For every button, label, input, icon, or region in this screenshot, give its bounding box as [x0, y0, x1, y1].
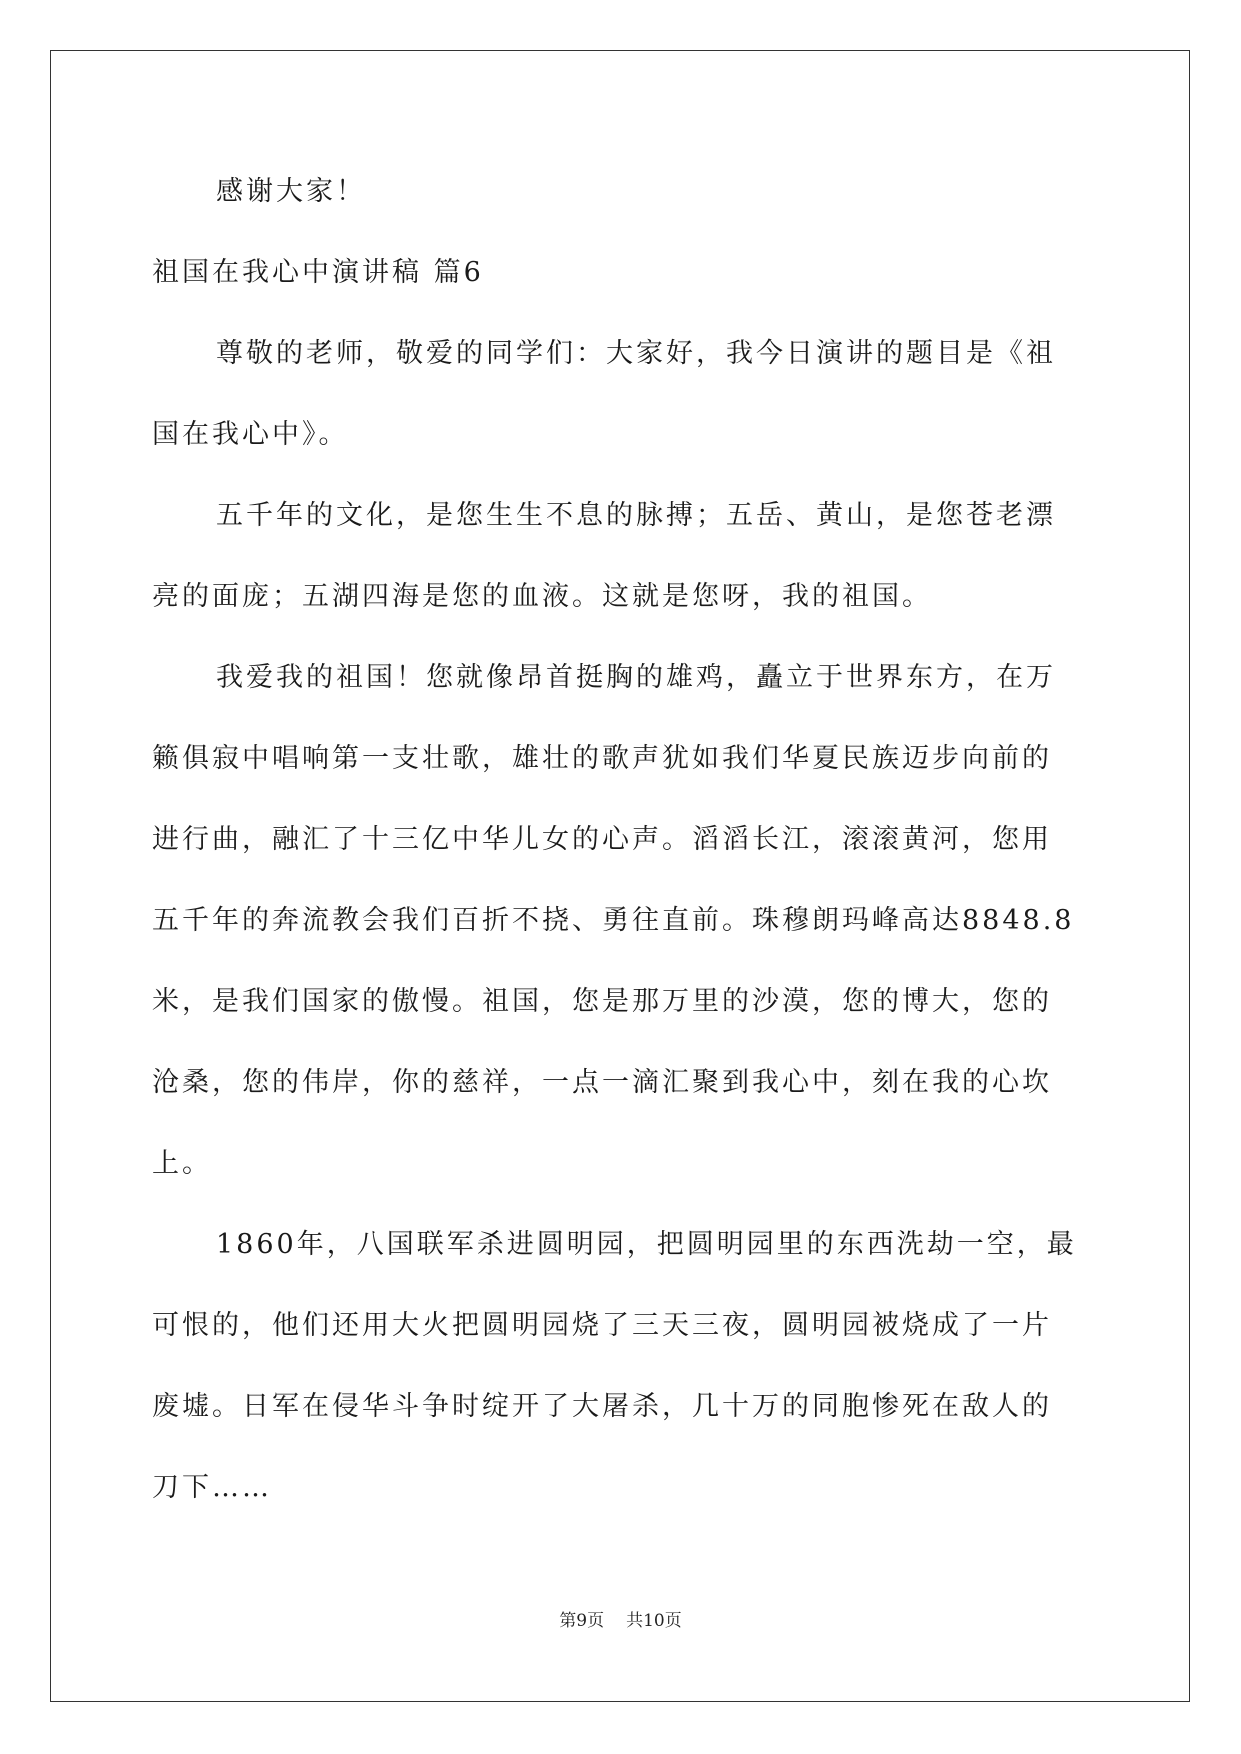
paragraph-line: 沧桑，您的伟岸，你的慈祥，一点一滴汇聚到我心中，刻在我的心坎 [152, 1067, 1052, 1098]
paragraph-line: 进行曲，融汇了十三亿中华儿女的心声。滔滔长江，滚滚黄河，您用 [152, 824, 1052, 855]
page-footer [0, 1606, 1241, 1631]
paragraph-line: 刀下…… [152, 1472, 272, 1503]
page-total: 共10页 [626, 1611, 682, 1631]
paragraph-line: 米，是我们国家的傲慢。祖国，您是那万里的沙漠，您的博大，您的 [152, 986, 1052, 1017]
paragraph-line: 亮的面庞；五湖四海是您的血液。这就是您呀，我的祖国。 [152, 581, 932, 612]
section-heading: 祖国在我心中演讲稿 篇6 [152, 257, 484, 288]
page-number: 第9页 [559, 1611, 605, 1631]
paragraph-line: 感谢大家！ [216, 176, 366, 207]
paragraph-line: 我爱我的祖国！您就像昂首挺胸的雄鸡，矗立于世界东方，在万 [216, 662, 1056, 693]
paragraph-line: 1860年，八国联军杀进圆明园，把圆明园里的东西洗劫一空，最 [216, 1229, 1077, 1260]
document-body [152, 160, 1087, 1537]
paragraph-line: 五千年的文化，是您生生不息的脉搏；五岳、黄山，是您苍老漂 [216, 500, 1056, 531]
paragraph-line: 上。 [152, 1148, 212, 1179]
paragraph-line: 废墟。日军在侵华斗争时绽开了大屠杀，几十万的同胞惨死在敌人的 [152, 1391, 1052, 1422]
paragraph-line: 五千年的奔流教会我们百折不挠、勇往直前。珠穆朗玛峰高达8848.8 [152, 905, 1075, 936]
paragraph-line: 尊敬的老师，敬爱的同学们：大家好，我今日演讲的题目是《祖 [216, 338, 1056, 369]
paragraph-line: 国在我心中》。 [152, 419, 349, 450]
paragraph-line: 籁俱寂中唱响第一支壮歌，雄壮的歌声犹如我们华夏民族迈步向前的 [152, 743, 1052, 774]
paragraph-line: 可恨的，他们还用大火把圆明园烧了三天三夜，圆明园被烧成了一片 [152, 1310, 1052, 1341]
